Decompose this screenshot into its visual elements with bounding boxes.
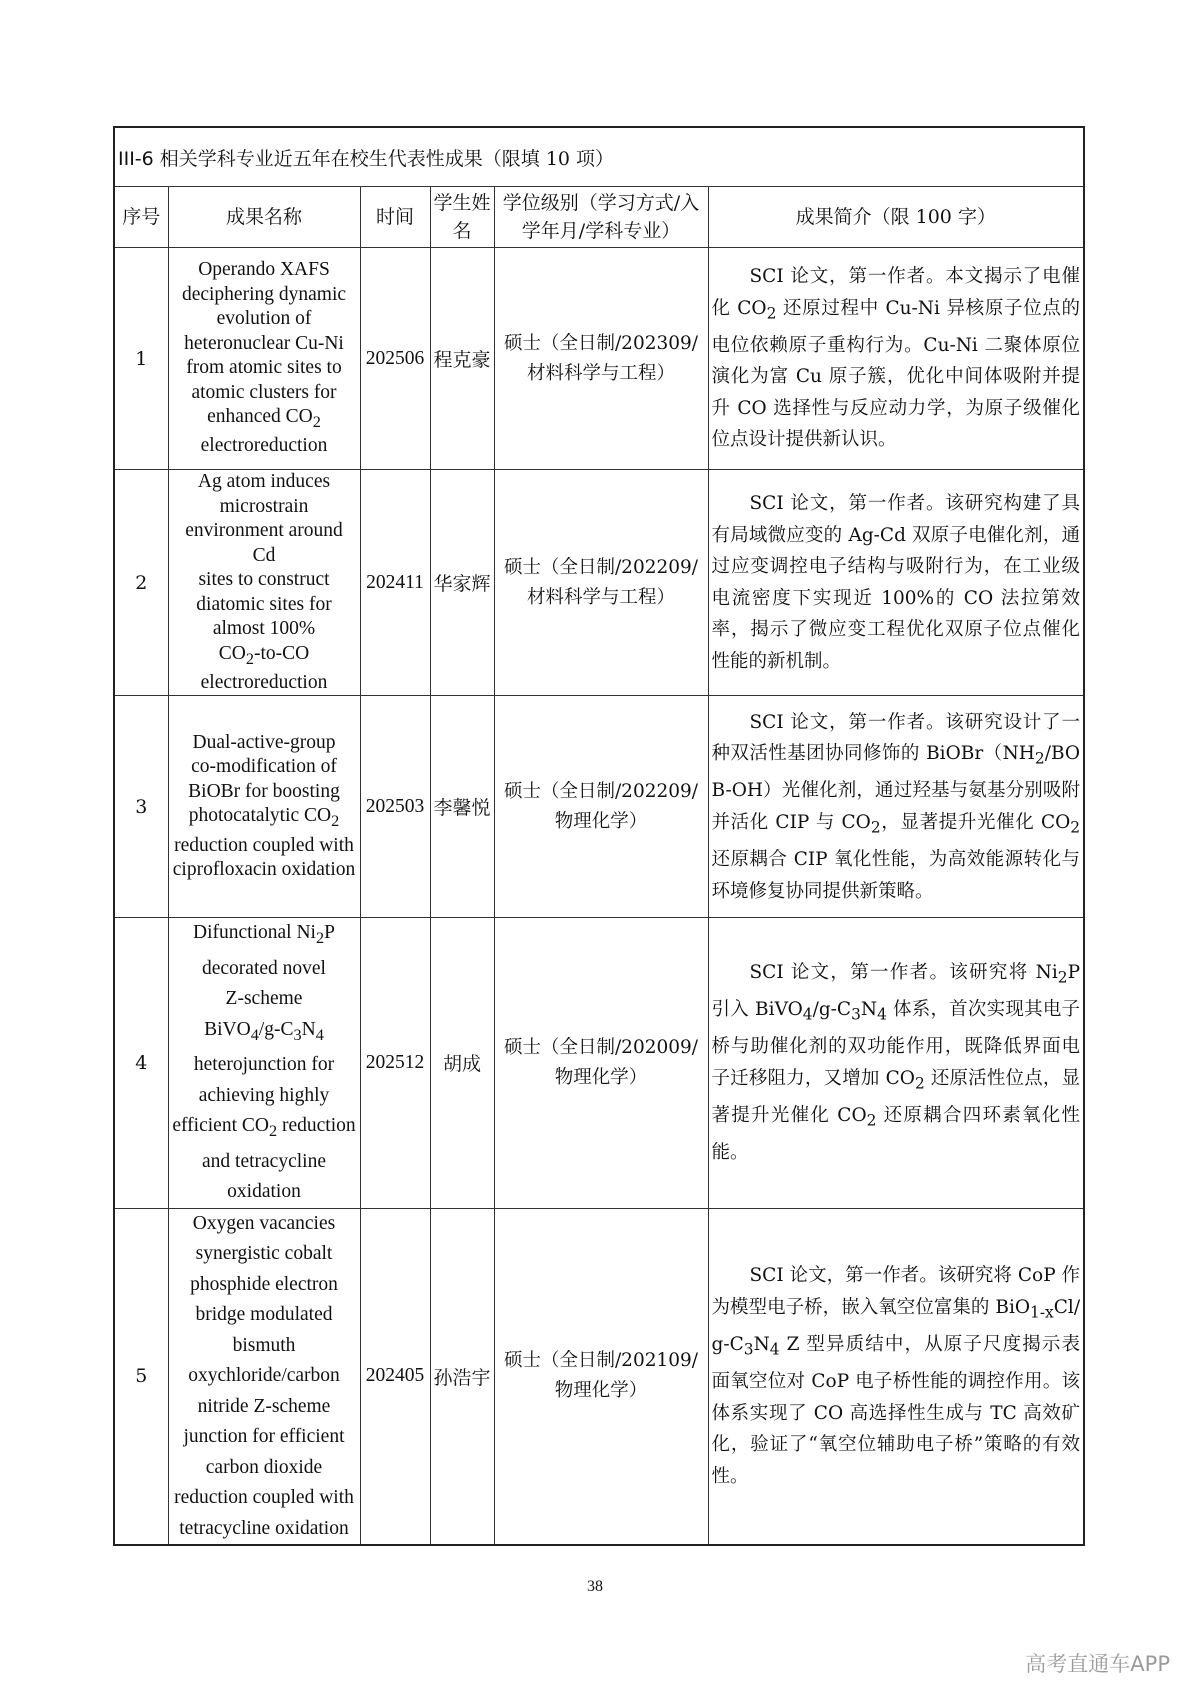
degree-info: 硕士（全日制/202209/物理化学） — [494, 696, 708, 918]
student-name: 程克豪 — [430, 248, 494, 470]
degree-info: 硕士（全日制/202309/材料科学与工程） — [494, 248, 708, 470]
achievement-time: 202512 — [360, 918, 430, 1208]
achievement-summary: SCI 论文，第一作者。该研究将 CoP 作为模型电子桥，嵌入氧空位富集的 $BiO_{1-x}Cl/g-C_3N_4$ Z 型异质结中，从原子尺度揭示表面氧空位对 CoP 电子桥性能的调控作用。该体系实现了 CO 高选择性生成与 TC 高效矿化，验证了“氧空位辅助电子桥”策略的有效性。 — [708, 1208, 1084, 1545]
achievement-time: 202506 — [360, 248, 430, 470]
table-caption — [114, 127, 1084, 187]
achievement-summary: SCI 论文，第一作者。该研究构建了具有局域微应变的 Ag-Cd 双原子电催化剂，通过应变调控电子结构与吸附行为，在工业级电流密度下实现近 100%的 CO 法拉第效率，揭示了微应变工程优化双原子位点催化性能的新机制。 — [708, 470, 1084, 696]
table-row — [114, 470, 1084, 696]
achievements-table — [113, 126, 1085, 1546]
row-index: 3 — [114, 696, 168, 918]
table-row — [114, 1208, 1084, 1545]
header-degree: 学位级别（学习方式/入学年月/学科专业） — [494, 187, 708, 248]
caption-title: III-6 相关学科专业近五年在校生代表性成果 — [118, 147, 483, 170]
page-number: 38 — [587, 1578, 603, 1595]
achievement-name: Operando XAFS deciphering dynamic evolution of heteronuclear Cu-Ni from atomic sites to atomic clusters for enhanced $CO_2$ electroreduction — [168, 248, 360, 470]
degree-info: 硕士（全日制/202109/物理化学） — [494, 1208, 708, 1545]
caption-note: （限填 10 项） — [482, 147, 615, 170]
header-index: 序号 — [114, 187, 168, 248]
student-name: 李馨悦 — [430, 696, 494, 918]
student-name: 孙浩宇 — [430, 1208, 494, 1545]
header-time: 时间 — [360, 187, 430, 248]
row-index: 2 — [114, 470, 168, 696]
achievement-time: 202411 — [360, 470, 430, 696]
achievement-name: Ag atom induces microstrain environment around Cd sites to construct diatomic sites for almost 100% $CO_2-to-CO$ electroreduction — [168, 470, 360, 696]
row-index: 1 — [114, 248, 168, 470]
achievement-name: Oxygen vacancies synergistic cobalt phosphide electron bridge modulated bismuth oxychloride/carbon nitride Z-scheme junction for efficient carbon dioxide reduction coupled with tetracycline oxidation — [168, 1208, 360, 1545]
achievement-name: Dual-active-group co-modification of BiOBr for boosting photocatalytic $CO_2$ reduction coupled with ciprofloxacin oxidation — [168, 696, 360, 918]
table-row — [114, 248, 1084, 470]
achievement-name: Difunctional $Ni_2P$ decorated novel Z-scheme $BiVO_4/g-C_3N_4$ heterojunction for achieving highly efficient $CO_2$ reduction and tetracycline oxidation — [168, 918, 360, 1208]
student-name: 华家辉 — [430, 470, 494, 696]
header-name: 成果名称 — [168, 187, 360, 248]
achievement-time: 202405 — [360, 1208, 430, 1545]
watermark: 高考直通车APP — [1025, 1652, 1170, 1676]
achievement-summary: SCI 论文，第一作者。该研究将 $Ni_2P$ 引入 $BiVO_4/g-C_3N_4$ 体系，首次实现其电子桥与助催化剂的双功能作用，既降低界面电子迁移阻力，又增加 $CO_2$ 还原活性位点，显著提升光催化 $CO_2$ 还原耦合四环素氧化性能。 — [708, 918, 1084, 1208]
row-index: 4 — [114, 918, 168, 1208]
table-header-row — [114, 187, 1084, 248]
achievement-summary: SCI 论文，第一作者。该研究设计了一种双活性基团协同修饰的 $BiOBr(NH_2/BOB-OH)$光催化剂，通过羟基与氨基分别吸附并活化 CIP 与 $CO_2$，显著提升光催化 $CO_2$ 还原耦合 CIP 氧化性能，为高效能源转化与环境修复协同提供新策略。 — [708, 696, 1084, 918]
degree-info: 硕士（全日制/202009/物理化学） — [494, 918, 708, 1208]
table-row — [114, 696, 1084, 918]
table-body — [114, 248, 1084, 1546]
achievement-summary: SCI 论文，第一作者。本文揭示了电催化 $CO_2$ 还原过程中 Cu-Ni 异核原子位点的电位依赖原子重构行为。Cu-Ni 二聚体原位演化为富 Cu 原子簇，优化中间体吸附并提升 CO 选择性与反应动力学，为原子级催化位点设计提供新认识。 — [708, 248, 1084, 470]
header-student: 学生姓名 — [430, 187, 494, 248]
achievement-time: 202503 — [360, 696, 430, 918]
degree-info: 硕士（全日制/202209/材料科学与工程） — [494, 470, 708, 696]
row-index: 5 — [114, 1208, 168, 1545]
header-summary: 成果简介（限 100 字） — [708, 187, 1084, 248]
student-name: 胡成 — [430, 918, 494, 1208]
table-row — [114, 918, 1084, 1208]
